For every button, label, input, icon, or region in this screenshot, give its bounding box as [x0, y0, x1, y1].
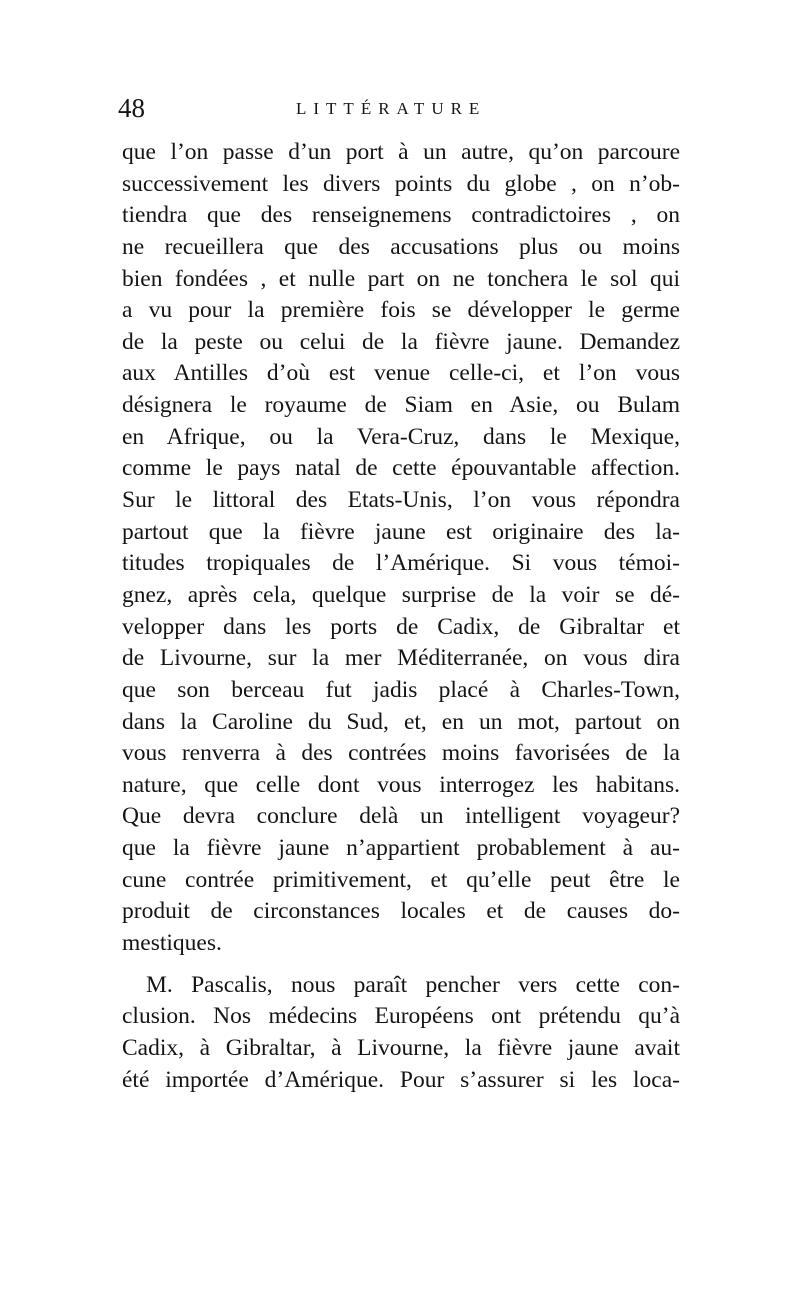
text-line: Que devra conclure delà un intelligent voyageur? [122, 803, 680, 830]
text-line: M. Pascalis, nous paraît pencher vers cette con- [146, 971, 680, 998]
text-line: comme le pays natal de cette épouvantable affection. [122, 455, 680, 482]
page-header [118, 93, 684, 123]
text-line: Sur le littoral des Etats-Unis, l’on vous répondra [122, 487, 680, 514]
text-line: Cadix, à Gibraltar, à Livourne, la fièvre jaune avait [122, 1034, 680, 1061]
text-line: a vu pour la première fois se développer le germe [122, 297, 680, 324]
text-line: dans la Caroline du Sud, et, en un mot, partout on [122, 708, 680, 735]
running-head: LITTÉRATURE [296, 99, 487, 118]
text-line: ne recueillera que des accusations plus ou moins [122, 233, 680, 260]
text-line: de Livourne, sur la mer Méditerranée, on vous dira [122, 645, 680, 672]
text-line: clusion. Nos médecins Européens ont prétendu qu’à [122, 1003, 680, 1030]
text-line: velopper dans les ports de Cadix, de Gibraltar et [122, 613, 680, 640]
body-text [122, 137, 680, 1096]
text-line: que son berceau fut jadis placé à Charles-Town, [122, 676, 680, 703]
text-line: gnez, après cela, quelque surprise de la voir se dé- [122, 581, 680, 608]
text-line: en Afrique, ou la Vera-Cruz, dans le Mexique, [122, 423, 680, 450]
text-line: successivement les divers points du globe , on n’ob- [122, 170, 680, 197]
text-line: produit de circonstances locales et de causes do- [122, 898, 680, 925]
text-line: que l’on passe d’un port à un autre, qu’on parcoure [122, 139, 680, 165]
text-line: tiendra que des renseignemens contradictoires , on [122, 202, 680, 229]
text-line: que la fièvre jaune n’appartient probablement à au- [122, 835, 680, 862]
text-line: bien fondées , et nulle part on ne tonchera le sol qui [122, 265, 680, 292]
text-line: nature, que celle dont vous interrogez les habitans. [122, 771, 680, 798]
text-line: titudes tropiquales de l’Amérique. Si vous témoi- [122, 550, 680, 577]
text-line: mestiques. [122, 930, 222, 957]
text-line: désignera le royaume de Siam en Asie, ou Bulam [122, 392, 680, 419]
paragraph [122, 137, 680, 960]
paragraph-spacer [122, 960, 680, 970]
text-line: cune contrée primitivement, et qu’elle peut être le [122, 866, 680, 893]
text-line: vous renverra à des contrées moins favorisées de la [122, 740, 680, 767]
text-line: aux Antilles d’où est venue celle-ci, et l’on vous [122, 360, 680, 387]
page-number: 48 [118, 93, 145, 123]
text-line: partout que la fièvre jaune est originaire des la- [122, 518, 680, 545]
text-line: de la peste ou celui de la fièvre jaune. Demandez [122, 328, 680, 355]
paragraph [122, 970, 680, 1097]
text-line: été importée d’Amérique. Pour s’assurer si les loca- [122, 1066, 680, 1093]
